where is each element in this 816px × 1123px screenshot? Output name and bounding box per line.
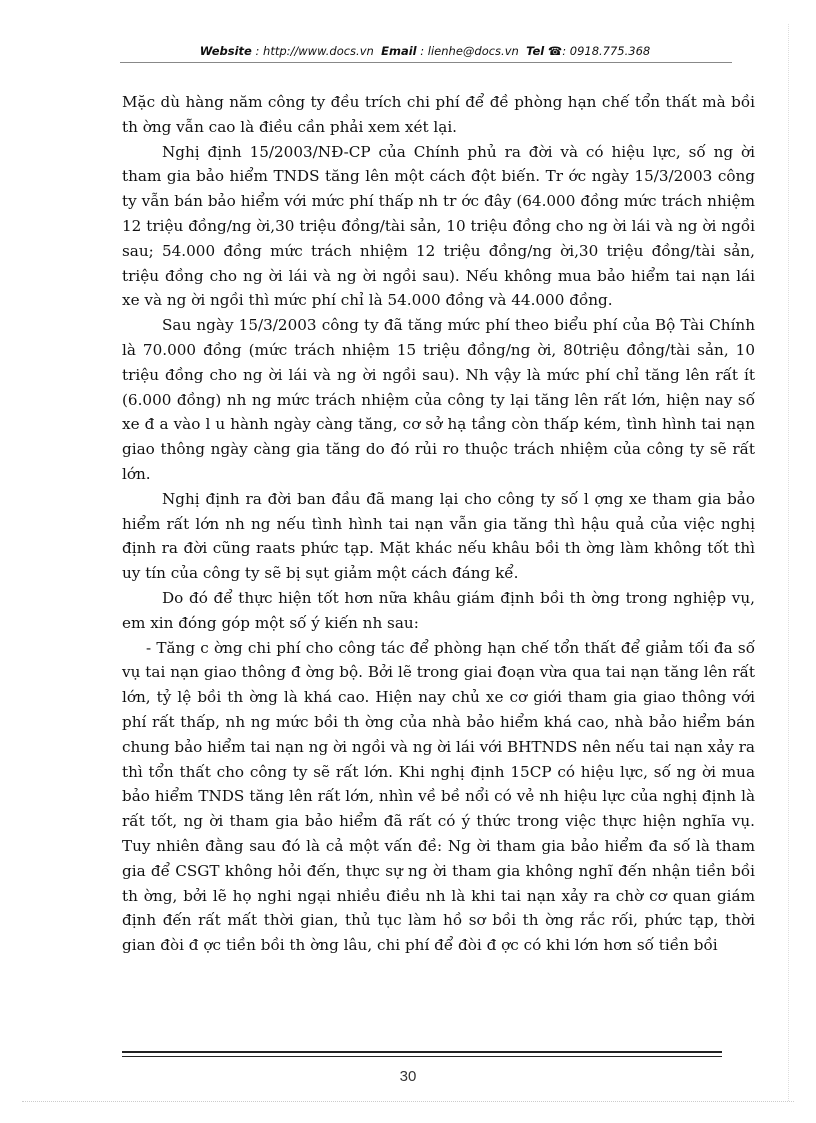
website-value[interactable]: : http://www.docs.vn [255, 44, 374, 58]
tel-value: : 0918.775.368 [562, 44, 651, 58]
document-body [122, 90, 755, 958]
paragraph: Nghị định ra đời ban đầu đã mang lại cho công ty số l ợng xe tham gia bảo hiểm rất lớn nh ng nếu tình hình tai nạn vẫn gia tăng thì hậu quả của việc nghị định ra đời cũng raats phức tạp. Mặt khác nếu khâu bồi th ờng làm không tốt thì uy tín của công ty sẽ bị sụt giảm một cách đáng kể. [122, 489, 755, 583]
page-edge-border [22, 1101, 794, 1102]
page-header [120, 44, 730, 58]
footer-divider-thin [122, 1056, 722, 1057]
paragraph: Mặc dù hàng năm công ty đều trích chi phí để đề phòng hạn chế tổn thất mà bồi th ờng vẫn cao là điều cần phải xem xét lại. [122, 93, 755, 136]
page-edge-border [788, 24, 789, 1101]
page-number: 30 [399, 1068, 417, 1085]
footer-divider-thick [122, 1051, 722, 1053]
website-label: Website [199, 44, 252, 58]
bullet-paragraph: - Tăng c ờng chi phí cho công tác để phòng hạn chế tổn thất để giảm tối đa số vụ tai nạn giao thông đ ờng bộ. Bởi lẽ trong giai đoạn vừa qua tai nạn tăng lên rất lớn, tỷ lệ bồi th ờng là khá cao. Hiện nay chủ xe cơ giới tham gia giao thông với phí rất thấp, nh ng mức bồi th ờng của nhà bảo hiểm khá cao, nhà bảo hiểm bán chung bảo hiểm tai nạn ng ời ngồi và ng ời lái với BHTNDS nên nếu tai nạn xảy ra thì tổn thất cho công ty sẽ rất lớn. Khi nghị định 15CP có hiệu lực, số ng ời mua bảo hiểm TNDS tăng lên rất lớn, nhìn về bề nổi có vẻ nh hiệu lực của nghị định là rất tốt, ng ời tham gia bảo hiểm đã rất có ý thức trong việc thực hiện nghĩa vụ. Tuy nhiên đằng sau đó là cả một vấn đề: Ng ời tham gia bảo hiểm đa số là tham gia để CSGT không hỏi đến, thực sự ng ời tham gia không nghĩ đến nhận tiền bồi th ờng, bởi lẽ họ nghi ngại nhiều điều nh là khi tai nạn xảy ra chờ cơ quan giám định đến rất mất thời gian, thủ tục làm hồ sơ bồi th ờng rắc rối, phức tạp, thời gian đòi đ ợc tiền bồi th ờng lâu, chi phí để đòi đ ợc có khi lớn hơn số tiền bồi [122, 638, 755, 955]
paragraph: Do đó để thực hiện tốt hơn nữa khâu giám định bồi th ờng trong nghiệp vụ, em xin đóng góp một số ý kiến nh sau: [122, 588, 755, 632]
email-label: Email [381, 44, 417, 58]
phone-icon: ☎ [547, 44, 563, 58]
tel-label: Tel [526, 44, 545, 58]
header-divider [120, 62, 732, 63]
paragraph: Sau ngày 15/3/2003 công ty đã tăng mức phí theo biểu phí của Bộ Tài Chính là 70.000 đồng (mức trách nhiệm 15 triệu đồng/ng ời, 80triệu đồng/tài sản, 10 triệu đồng cho ng ời lái và ng ời ngồi sau). Nh vậy là mức phí chỉ tăng lên rất ít (6.000 đồng) nh ng mức trách nhiệm của công ty lại tăng lên rất lớn, hiện nay số xe đ a vào l u hành ngày càng tăng, cơ sở hạ tầng còn thấp kém, tình hình tai nạn giao thông ngày càng gia tăng do đó rủi ro thuộc trách nhiệm của công ty sẽ rất lớn. [122, 316, 755, 483]
paragraph: Nghị định 15/2003/NĐ-CP của Chính phủ ra đời và có hiệu lực, số ng ời tham gia bảo hiểm TNDS tăng lên một cách đột biến. Tr ớc ngày 15/3/2003 công ty vẫn bán bảo hiểm với mức phí thấp nh tr ớc đây (64.000 đồng mức trách nhiệm 12 triệu đồng/ng ời,30 triệu đồng/tài sản, 10 triệu đồng cho ng ời lái và ng ời ngồi sau; 54.000 đồng mức trách nhiệm 12 triệu đồng/ng ời,30 triệu đồng/tài sản, triệu đồng cho ng ời lái và ng ời ngồi sau). Nếu không mua bảo hiểm tai nạn lái xe và ng ời ngồi thì mức phí chỉ là 54.000 đồng và 44.000 đồng. [122, 142, 755, 310]
email-value[interactable]: : lienhe@docs.vn [420, 44, 519, 58]
